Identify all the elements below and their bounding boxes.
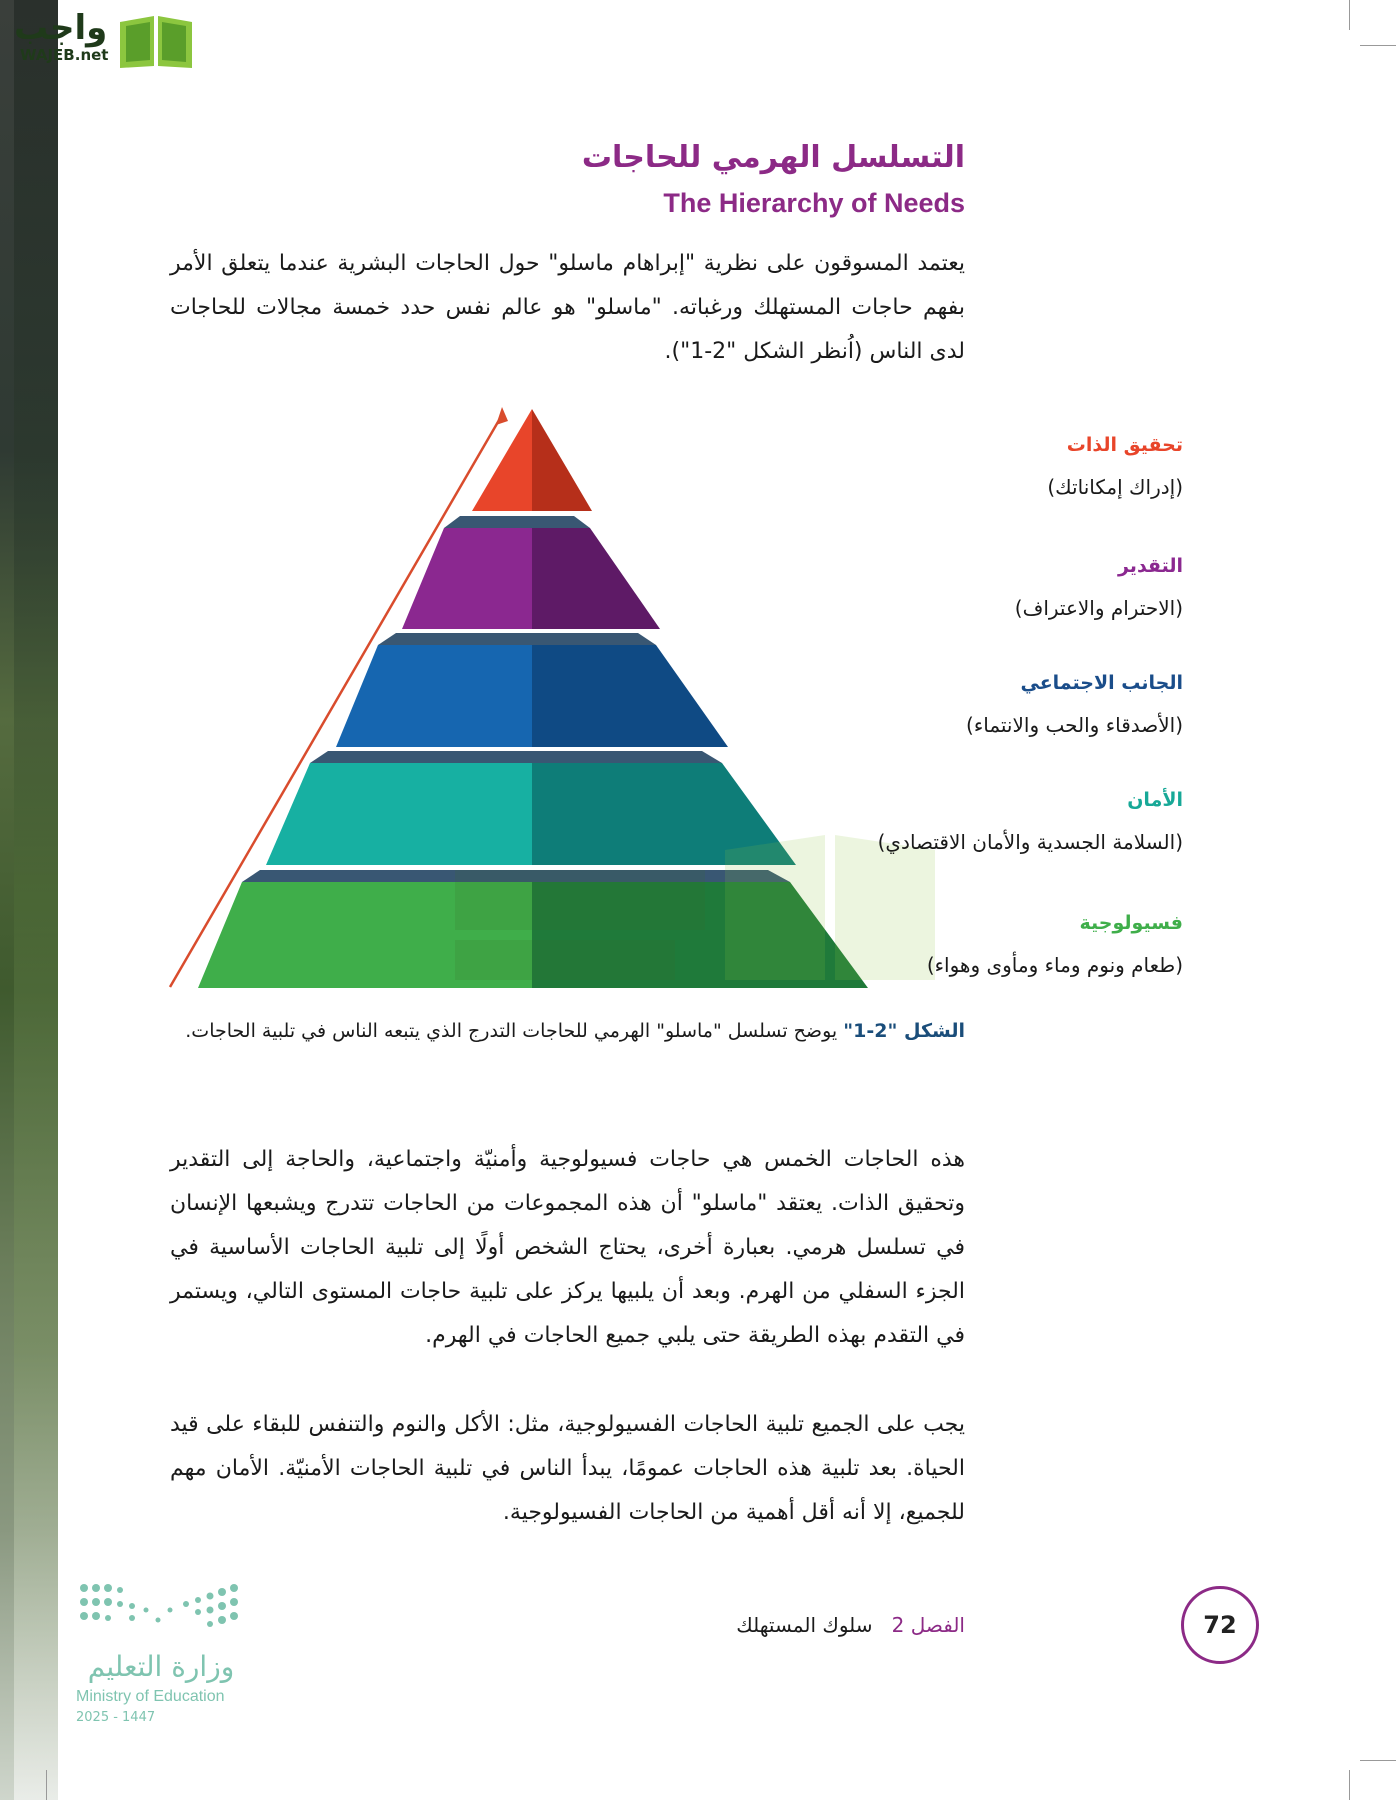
ministry-logo	[76, 1580, 256, 1730]
book-icon	[116, 12, 196, 70]
crop-mark	[1360, 45, 1396, 46]
logo-site: WAJEB.net	[20, 46, 109, 64]
wajeb-logo[interactable]	[8, 6, 188, 66]
chapter-label: الفصل 2	[891, 1613, 965, 1637]
crop-mark	[1349, 0, 1350, 30]
pyramid-level-self-actualization-shade	[532, 409, 592, 511]
level-name: تحقيق الذات	[1066, 434, 1183, 456]
logo-word: واجب	[14, 8, 108, 48]
level-description: (إدراك إمكاناتك)	[1047, 475, 1183, 499]
crop-mark	[1360, 1760, 1396, 1761]
body-paragraph: هذه الحاجات الخمس هي حاجات فسيولوجية وأمنيّة واجتماعية، والحاجة إلى التقدير وتحقيق الذات. يعتقد "ماسلو" أن هذه المجموعات من الحاجات تتدرج ويشبعها الإنسان في تسلسل هرمي. بعبارة أخرى، يحتاج الشخص أولًا إلى تلبية الحاجات الأساسية في الجزء السفلي من الهرم. وبعد أن يلبيها يركز على تلبية حاجات المستوى التالي، ويستمر في التقدم بهذه الطريقة حتى يلبي جميع الحاجات في الهرم.	[170, 1147, 965, 1348]
chapter-title: سلوك المستهلك	[736, 1613, 873, 1637]
level-description: (السلامة الجسدية والأمان الاقتصادي)	[877, 830, 1183, 854]
pyramid-level-self-actualization	[472, 409, 532, 511]
level-description: (الأصدقاء والحب والانتماء)	[966, 713, 1183, 737]
level-label-esteem	[1015, 551, 1183, 623]
left-photo-strip	[0, 0, 58, 1800]
pyramid-slab	[378, 633, 656, 645]
ministry-dots-icon	[76, 1580, 246, 1640]
level-name: التقدير	[1117, 555, 1183, 577]
level-name: فسيولوجية	[1079, 912, 1183, 934]
level-label-physiological	[927, 908, 1183, 980]
figure-label: الشكل "2-1"	[843, 1020, 965, 1042]
crop-mark	[46, 1770, 47, 1800]
pyramid-slab	[444, 516, 590, 528]
level-label-safety	[878, 785, 1183, 857]
level-description: (الاحترام والاعتراف)	[1014, 596, 1183, 620]
figure-caption-text: يوضح تسلسل "ماسلو" الهرمي للحاجات التدرج الذي يتبعه الناس في تلبية الحاجات.	[185, 1020, 844, 1042]
level-label-social	[966, 668, 1183, 740]
level-name: الجانب الاجتماعي	[1020, 672, 1183, 694]
pyramid-level-esteem-shade	[532, 528, 660, 629]
pyramid-level-esteem	[402, 528, 532, 629]
level-label-self-actualization	[1047, 430, 1183, 502]
pyramid-level-social	[336, 645, 532, 747]
level-name: الأمان	[1127, 789, 1183, 811]
pyramid-slab	[310, 751, 722, 763]
crop-mark	[1349, 1770, 1350, 1800]
page-number: 72	[1181, 1586, 1259, 1664]
figure-caption	[170, 1010, 965, 1052]
level-description: (طعام ونوم وماء ومأوى وهواء)	[926, 953, 1183, 977]
page-title-english: The Hierarchy of Needs	[663, 188, 965, 218]
intro-paragraph: يعتمد المسوقون على نظرية "إبراهام ماسلو" حول الحاجات البشرية عندما يتعلق الأمر بفهم حاجات المستهلك ورغباته. "ماسلو" هو عالم نفس حدد خمسة مجالات للحاجات لدى الناس (اُنظر الشكل "2-1").	[170, 251, 965, 364]
ministry-name-english: Ministry of Education	[76, 1688, 225, 1705]
body-paragraph: يجب على الجميع تلبية الحاجات الفسيولوجية، مثل: الأكل والنوم والتنفس للبقاء على قيد الحياة. بعد تلبية هذه الحاجات عمومًا، يبدأ الناس في تلبية الحاجات الأمنيّة. الأمان مهم للجميع، إلا أنه أقل أهمية من الحاجات الفسيولوجية.	[170, 1412, 965, 1525]
page-title-arabic: التسلسل الهرمي للحاجات	[581, 140, 965, 175]
ministry-year: 2025 - 1447	[76, 1710, 156, 1725]
arrow-head-icon	[496, 407, 508, 425]
pyramid-level-social-shade	[532, 645, 728, 747]
chapter-footer	[736, 1613, 965, 1637]
ministry-name-arabic: وزارة التعليم	[87, 1650, 235, 1683]
